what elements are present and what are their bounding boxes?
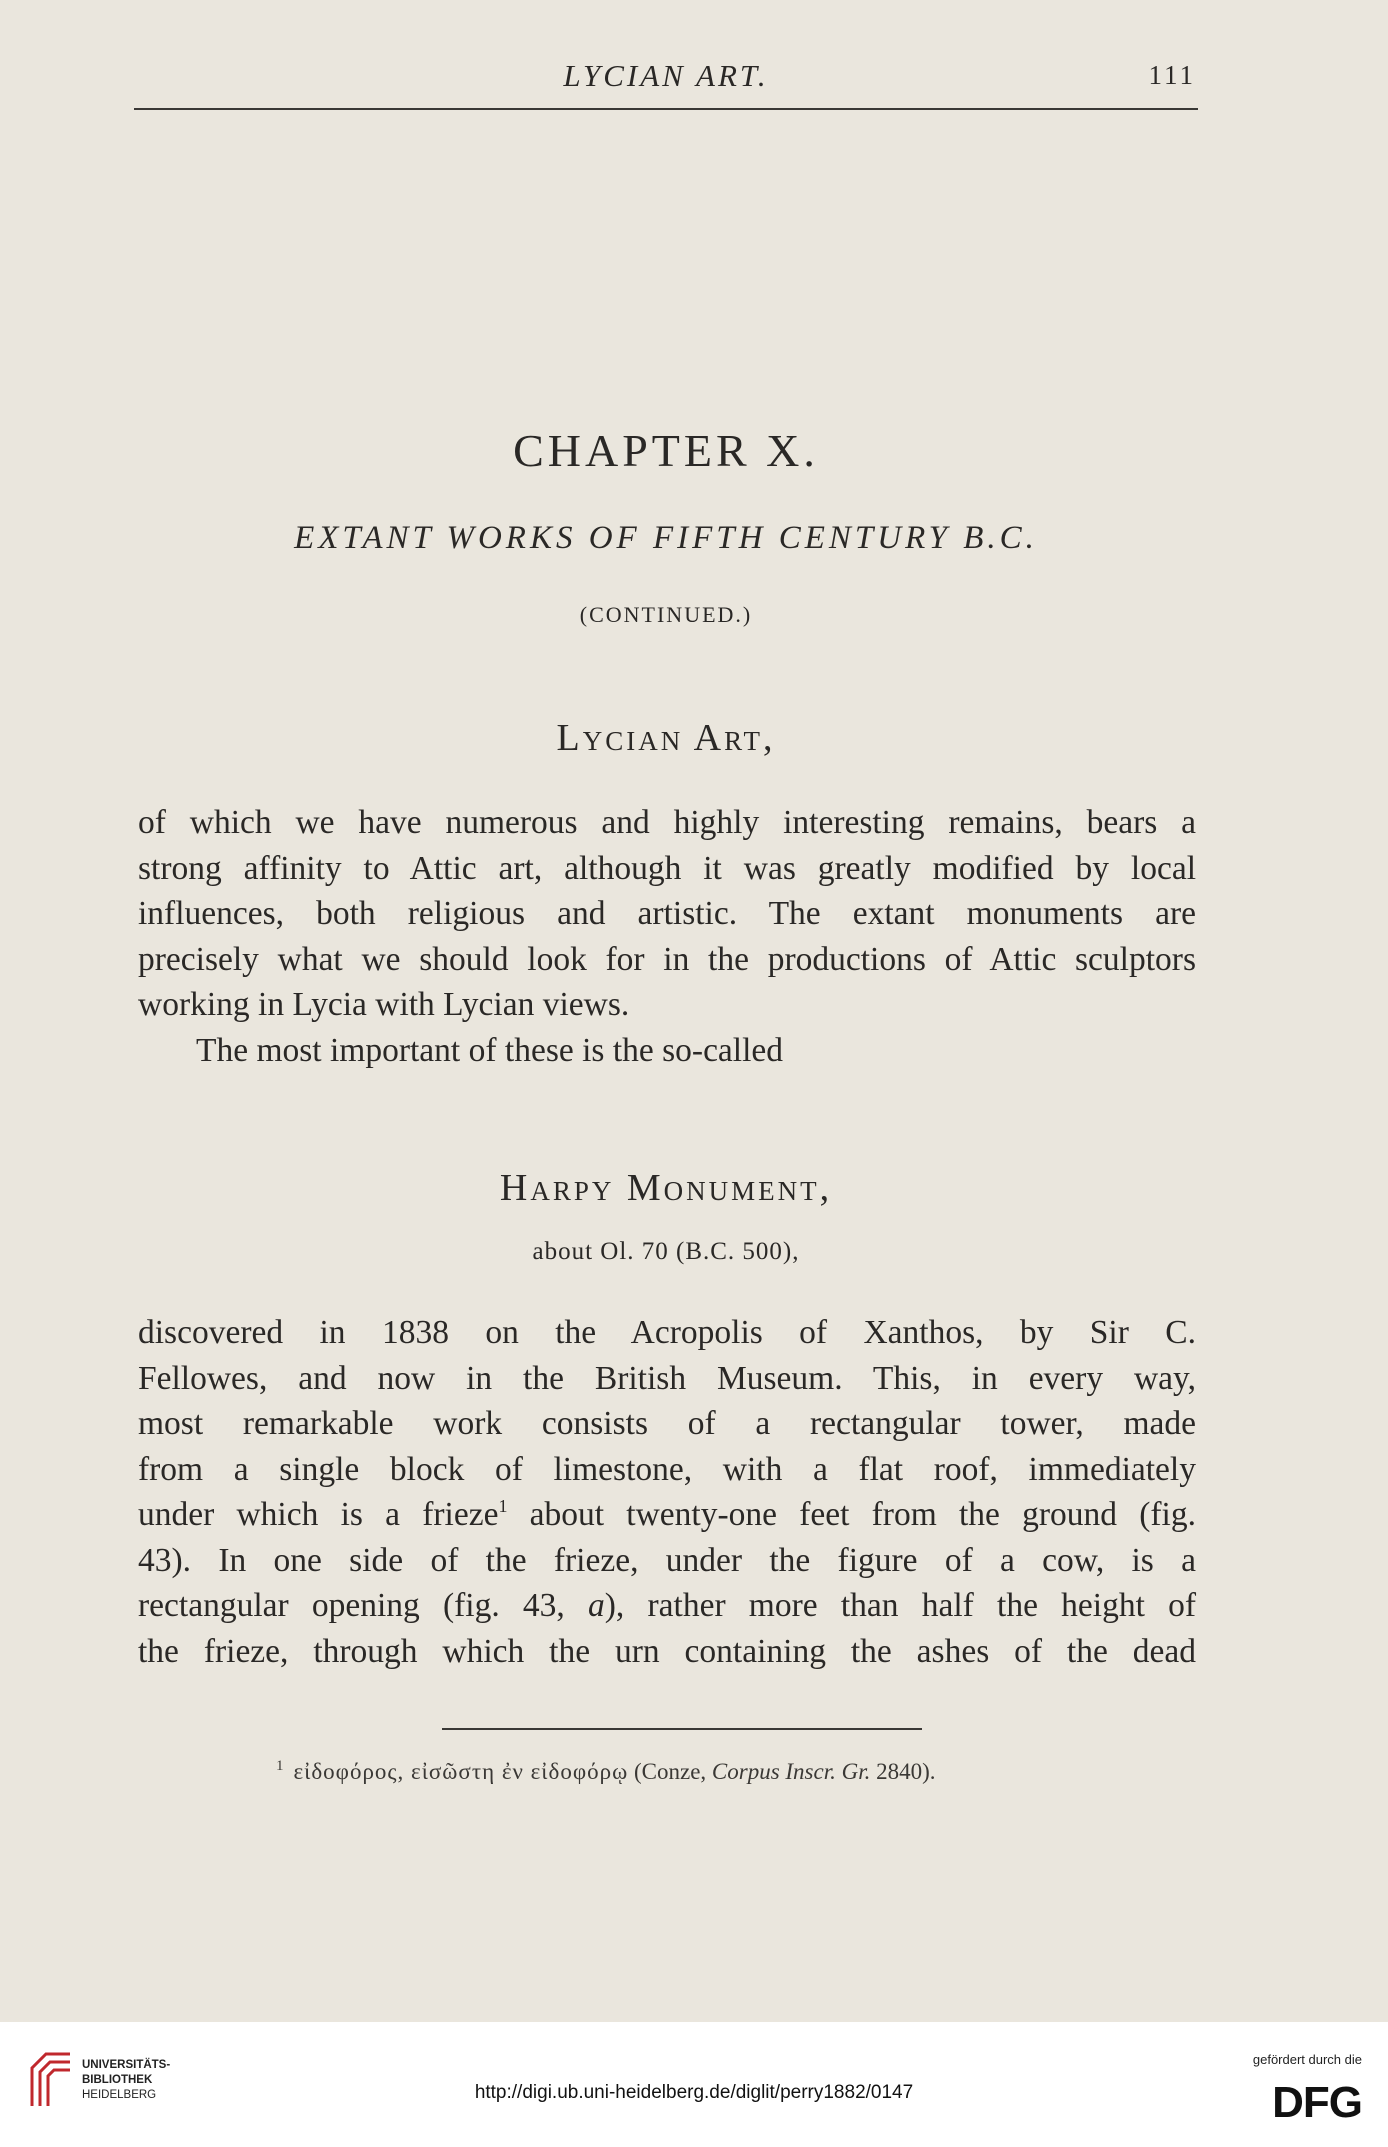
paragraph-lycian-art bbox=[138, 800, 1196, 1073]
italic-fragment: a bbox=[588, 1587, 605, 1624]
permalink[interactable]: http://digi.ub.uni-heidelberg.de/diglit/perry1882/0147 bbox=[474, 2082, 914, 2103]
footnote-mark: 1 bbox=[276, 1758, 284, 1774]
running-head bbox=[136, 52, 1196, 102]
section-heading-harpy-monument: Harpy Monument, bbox=[499, 1167, 833, 1209]
text-fragment: ), rather more than half the height of bbox=[604, 1587, 1196, 1624]
text-line: strong affinity to Attic art, although it was greatly modified by local bbox=[138, 849, 1196, 887]
page-number: 111 bbox=[1148, 60, 1196, 90]
running-head-title: LYCIAN ART. bbox=[563, 58, 769, 93]
library-name-line: BIBLIOTHEK bbox=[82, 2074, 153, 2086]
text-line: from a single block of limestone, with a flat roof, immediately bbox=[138, 1450, 1196, 1488]
text-line: working in Lycia with Lycian views. bbox=[138, 986, 630, 1023]
footnote-greek: εἰδοφόρος, εἰσῶστη ἐν εἰδοφόρῳ bbox=[293, 1759, 629, 1784]
text-line: discovered in 1838 on the Acropolis of Xanthos, by Sir C. bbox=[138, 1314, 1196, 1351]
text-fragment: under which is a frieze bbox=[138, 1496, 499, 1533]
digitization-footer bbox=[0, 2022, 1388, 2147]
text-line bbox=[138, 1583, 1196, 1629]
footnote bbox=[276, 1758, 1176, 1785]
text-line bbox=[138, 1492, 1196, 1538]
text-line: The most important of these is the so-called bbox=[196, 1031, 784, 1069]
dfg-logo: DFG bbox=[1272, 2078, 1362, 2127]
text-fragment: about twenty-one feet from the ground (fig. bbox=[507, 1496, 1196, 1533]
chapter-subtitle: EXTANT WORKS OF FIFTH CENTURY B.C. bbox=[294, 520, 1038, 556]
chapter-heading: CHAPTER X. bbox=[513, 425, 819, 476]
text-line: Fellowes, and now in the British Museum. This, in every way, bbox=[138, 1359, 1196, 1397]
footnote-text: 2840). bbox=[870, 1759, 936, 1784]
text-fragment: rectangular opening (fig. 43, bbox=[138, 1587, 589, 1624]
text-line: of which we have numerous and highly interesting remains, bears a bbox=[138, 804, 1196, 841]
footnote-rule bbox=[442, 1728, 922, 1730]
text-line: 43). In one side of the frieze, under the figure of a cow, is a bbox=[138, 1541, 1196, 1579]
text-line: most remarkable work consists of a rectangular tower, made bbox=[138, 1405, 1196, 1442]
funding-label: gefördert durch die bbox=[1252, 2052, 1362, 2067]
date-line: about Ol. 70 (B.C. 500), bbox=[532, 1238, 800, 1265]
footnote-text: (Conze, bbox=[628, 1759, 712, 1784]
text-line: influences, both religious and artistic. The extant monuments are bbox=[138, 895, 1196, 932]
header-rule bbox=[134, 108, 1198, 110]
section-heading-lycian-art: Lycian Art, bbox=[556, 717, 776, 759]
paragraph-harpy-monument bbox=[138, 1310, 1196, 1674]
text-line: precisely what we should look for in the productions of Attic sculptors bbox=[138, 940, 1196, 978]
library-name-line: UNIVERSITÄTS- bbox=[82, 2059, 171, 2071]
footnote-reference: 1 bbox=[498, 1496, 508, 1516]
continued-note: (CONTINUED.) bbox=[579, 602, 753, 627]
footnote-italic: Corpus Inscr. Gr. bbox=[711, 1759, 871, 1784]
text-line: the frieze, through which the urn containing the ashes of the dead bbox=[138, 1632, 1196, 1670]
library-name-line: HEIDELBERG bbox=[82, 2089, 157, 2101]
